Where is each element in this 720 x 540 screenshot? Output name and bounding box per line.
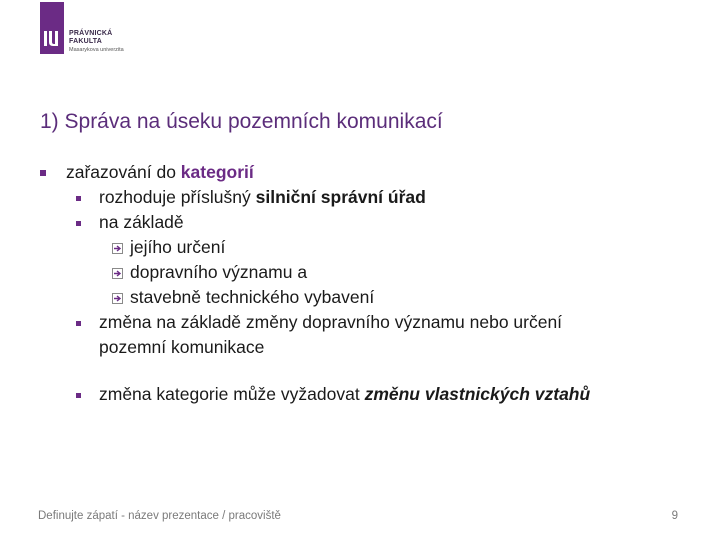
- logo-monogram-icon: [40, 28, 64, 50]
- slide-content: [40, 160, 690, 407]
- bullet-text: rozhoduje příslušný: [99, 187, 256, 207]
- list-item: [40, 382, 690, 407]
- bullet-text: dopravního významu a: [130, 262, 308, 282]
- square-bullet-icon: [76, 321, 81, 326]
- square-bullet-icon: [76, 196, 81, 201]
- bullet-text-line: změna na základě změny dopravního významu nebo určení: [99, 312, 563, 332]
- bullet-bold-text: silniční správní úřad: [255, 187, 426, 207]
- logo-university-name: Masarykova univerzita: [69, 47, 124, 53]
- bullet-text-line: pozemní komunikace: [99, 337, 265, 357]
- bullet-text: jejího určení: [130, 237, 226, 257]
- list-item: [40, 185, 690, 210]
- bullet-highlight: kategorií: [180, 162, 254, 182]
- square-bullet-icon: [76, 393, 81, 398]
- logo-faculty-word: FAKULTA: [69, 38, 103, 45]
- square-bullet-icon: [40, 170, 46, 176]
- faculty-logo: [40, 2, 150, 62]
- list-item: [40, 285, 690, 310]
- bullet-text: na základě: [99, 212, 184, 232]
- footer-text: Definujte zápatí - název prezentace / pracoviště: [38, 510, 281, 522]
- bullet-bold-italic-text: změnu vlastnických vztahů: [364, 384, 591, 404]
- bullet-text: stavebně technického vybavení: [130, 287, 375, 307]
- arrow-bullet-icon: [112, 268, 123, 279]
- bullet-text: změna kategorie může vyžadovat: [99, 384, 365, 404]
- logo-faculty-name: PRÁVNICKÁ: [69, 30, 113, 37]
- arrow-bullet-icon: [112, 293, 123, 304]
- list-item: [40, 310, 690, 360]
- page-number: 9: [671, 510, 678, 522]
- arrow-bullet-icon: [112, 243, 123, 254]
- logo-mark: [40, 2, 64, 54]
- square-bullet-icon: [76, 221, 81, 226]
- list-item: [40, 235, 690, 260]
- logo-text: [69, 30, 124, 55]
- slide-title: 1) Správa na úseku pozemních komunikací: [40, 110, 443, 133]
- list-item: [40, 210, 690, 235]
- list-item: [40, 260, 690, 285]
- list-item: [40, 160, 690, 185]
- bullet-text: zařazování do: [66, 162, 181, 182]
